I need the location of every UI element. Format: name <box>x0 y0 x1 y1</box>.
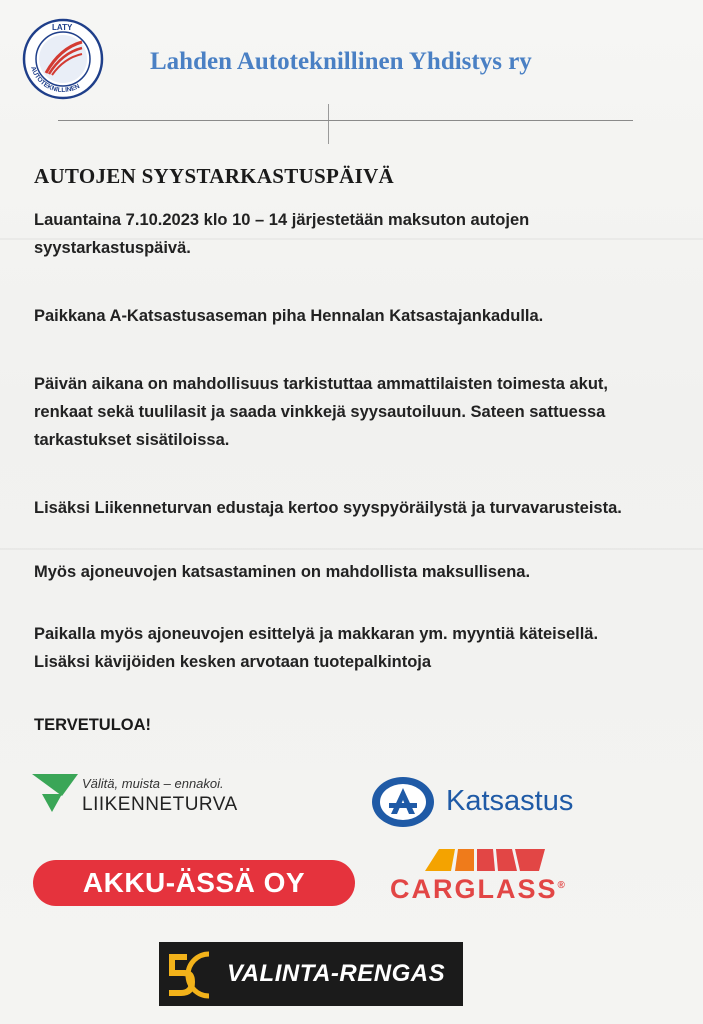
carglass-name: CARGLASS® <box>390 874 567 904</box>
akku-assa-logo: AKKU-ÄSSÄ OY <box>33 860 355 906</box>
svg-text:LATY: LATY <box>52 23 73 32</box>
valinta-rengas-mark <box>165 950 225 1000</box>
paragraph-services: Päivän aikana on mahdollisuus tarkistuttaa ammattilaisten toimesta akut, renkaat sekä tuulilasit ja saada vinkkejä syysautoiluun. Sateen sattuessa tarkastukset sisätiloissa. <box>34 375 609 449</box>
katsastus-logo-mark <box>371 776 435 828</box>
header-divider <box>58 120 633 121</box>
paragraph-inspection: Myös ajoneuvojen katsastaminen on mahdollista maksullisena. <box>34 563 531 581</box>
svg-text:AUTOTEKNILLINEN: AUTOTEKNILLINEN <box>29 65 82 95</box>
valinta-rengas-logo <box>159 942 463 1006</box>
laty-logo <box>22 18 104 100</box>
paragraph-liikenneturva: Lisäksi Liikenneturvan edustaja kertoo syyspyöräilystä ja turvavarusteista. <box>34 499 622 517</box>
paragraph-date: Lauantaina 7.10.2023 klo 10 – 14 järjestetään maksuton autojen syystarkastuspäivä. <box>34 211 530 257</box>
liikenneturva-tagline: Välitä, muista – ennakoi. <box>82 776 224 791</box>
organization-name: Lahden Autoteknillinen Yhdistys ry <box>150 48 532 75</box>
liikenneturva-name: LIIKENNETURVA <box>82 794 238 815</box>
fold-line <box>0 548 703 550</box>
print-mark <box>328 104 329 144</box>
paragraph-extras: Paikalla myös ajoneuvojen esittelyä ja makkaran ym. myyntiä käteisellä. Lisäksi kävijöiden kesken arvotaan tuotepalkintoja <box>34 625 599 671</box>
valinta-rengas-name: VALINTA-RENGAS <box>227 960 446 987</box>
katsastus-name: Katsastus <box>446 785 574 817</box>
welcome-text: TERVETULOA! <box>34 716 152 734</box>
document-title: AUTOJEN SYYSTARKASTUSPÄIVÄ <box>34 164 395 188</box>
paragraph-location: Paikkana A-Katsastusaseman piha Hennalan Katsastajankadulla. <box>34 307 544 325</box>
liikenneturva-logo-mark <box>32 774 78 814</box>
carglass-logo-mark <box>425 849 545 871</box>
